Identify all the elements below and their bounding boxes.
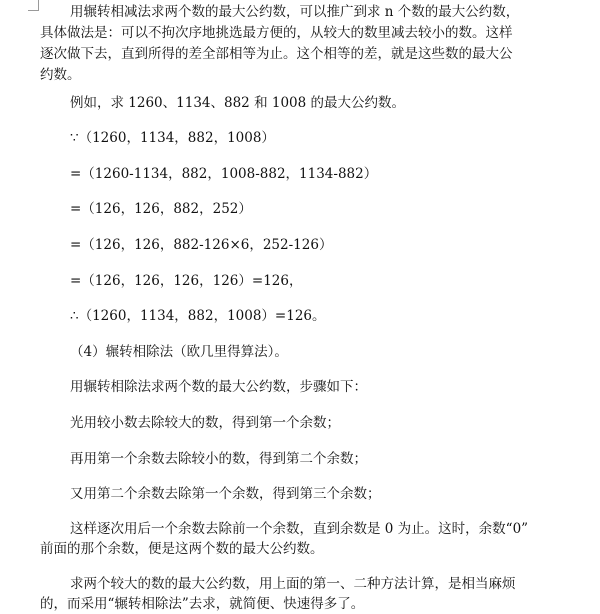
section-title: （4）辗转相除法（欧几里得算法）。 <box>70 344 288 360</box>
paragraph-line: 这样逐次用后一个余数去除前一个余数，直到余数是 0 为止。这时，余数“0” <box>70 521 529 537</box>
example-intro: 例如，求 1260、1134、882 和 1008 的最大公约数。 <box>70 95 406 111</box>
paragraph-line: 前面的那个余数，便是这两个数的最大公约数。 <box>40 541 324 557</box>
step-line: ∵（1260，1134，882，1008） <box>70 130 275 146</box>
method-step: 又用第二个余数去除第一个余数，得到第三个余数； <box>70 486 381 502</box>
step-line: =（1260-1134，882，1008-882，1134-882） <box>70 166 378 182</box>
step-line: =（126，126，126，126）=126， <box>70 273 303 289</box>
paragraph-line: 逐次做下去，直到所得的差全部相等为止。这个相等的差，就是这些数的最大公 <box>40 46 513 62</box>
step-line: =（126，126，882，252） <box>70 201 252 217</box>
paragraph-line: 的，而采用“辗转相除法”去求，就简便、快速得多了。 <box>40 596 365 612</box>
step-line: =（126，126，882-126×6，252-126） <box>70 237 333 253</box>
method-intro: 用辗转相除法求两个数的最大公约数，步骤如下： <box>70 379 367 395</box>
paragraph-line: 求两个较大的数的最大公约数，用上面的第一、二种方法计算，是相当麻烦 <box>70 576 516 592</box>
step-line: ∴（1260，1134，882，1008）=126。 <box>70 308 326 324</box>
paragraph-line: 用辗转相减法求两个数的最大公约数，可以推广到求 n 个数的最大公约数， <box>70 4 520 20</box>
method-step: 再用第一个余数去除较小的数，得到第二个余数； <box>70 451 367 467</box>
paragraph-line: 约数。 <box>40 67 81 83</box>
paragraph-line: 具体做法是：可以不拘次序地挑选最方便的，从较大的数里减去较小的数。这样 <box>40 25 513 41</box>
method-step: 光用较小数去除较大的数，得到第一个余数； <box>70 415 340 431</box>
